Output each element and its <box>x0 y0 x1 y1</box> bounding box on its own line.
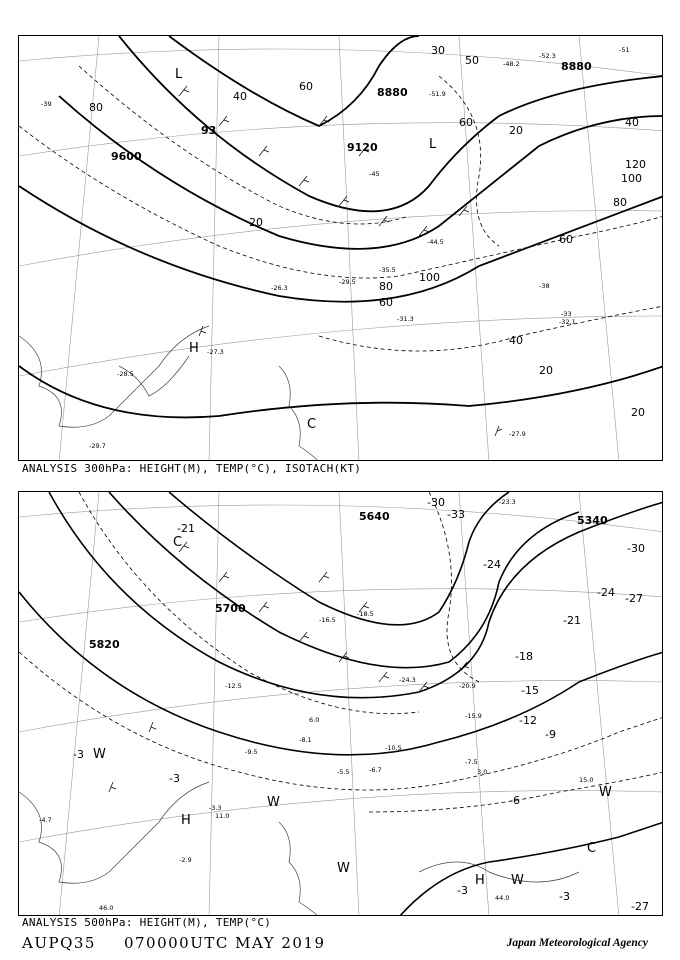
station-value: 44.0 <box>495 894 510 902</box>
temperature-contour-label: -12 <box>519 714 537 727</box>
isotach-label: 80 <box>613 196 627 209</box>
station-value: 6.0 <box>309 716 320 724</box>
isotach-label: 40 <box>509 334 523 347</box>
height-label: 93 <box>201 124 217 137</box>
product-code: AUPQ35 <box>22 934 96 952</box>
height-labels-300 <box>111 60 592 163</box>
temperature-contour-label: -3 <box>169 772 180 785</box>
temperature-contour-label: -3 <box>559 890 570 903</box>
isotach-label: 100 <box>621 172 642 185</box>
height-labels-500 <box>89 510 608 651</box>
isotach-label: 60 <box>379 296 393 309</box>
height-label: 9600 <box>111 150 142 163</box>
temperature-contour-label: -30 <box>627 542 645 555</box>
isotach-label: 100 <box>419 271 440 284</box>
temperature-label: -28.5 <box>117 370 134 378</box>
isotach-label: 50 <box>465 54 479 67</box>
isotach-label: 20 <box>509 124 523 137</box>
temperature-label: -44.5 <box>427 238 444 246</box>
station-value: -20.9 <box>459 682 476 690</box>
height-label: 5340 <box>577 514 608 527</box>
temperature-label: -39 <box>41 100 52 108</box>
temperature-label: -51 <box>619 46 630 54</box>
height-label: 9120 <box>347 141 378 154</box>
warm-symbol: W <box>511 873 524 888</box>
isotach-contours-300 <box>19 66 663 351</box>
temperature-contour-label: -27 <box>631 900 649 913</box>
isotach-label: 20 <box>539 364 553 377</box>
station-value: -15.9 <box>465 712 482 720</box>
temperature-label: -27.9 <box>509 430 526 438</box>
temperature-contour-labels-500 <box>73 496 649 913</box>
warm-symbol: W <box>599 785 612 800</box>
caption-300hpa: ANALYSIS 300hPa: HEIGHT(M), TEMP(°C), ISOTACH(KT) <box>22 462 362 475</box>
station-value: 11.0 <box>215 812 230 820</box>
station-value: -10.5 <box>385 744 402 752</box>
height-label: 5700 <box>215 602 246 615</box>
temperature-contour-label: -27 <box>625 592 643 605</box>
isotach-label: 40 <box>625 116 639 129</box>
temperature-label: -29.5 <box>339 278 356 286</box>
temperature-contour-label: -3 <box>73 748 84 761</box>
station-value: -24.3 <box>399 676 416 684</box>
isotach-label: 60 <box>559 233 573 246</box>
temperature-contour-label: -30 <box>427 496 445 509</box>
temperature-contour-label: -9 <box>545 728 556 741</box>
isotach-label: 20 <box>249 216 263 229</box>
isotach-label: 60 <box>459 116 473 129</box>
station-value: -6.7 <box>369 766 382 774</box>
pressure-symbols-500 <box>93 535 612 888</box>
low-symbol: L <box>429 137 437 152</box>
isotach-labels-300 <box>89 44 646 419</box>
temperature-contour-label: -33 <box>447 508 465 521</box>
temperature-label: -33 <box>561 310 572 318</box>
height-label: 5820 <box>89 638 120 651</box>
caption-500hpa: ANALYSIS 500hPa: HEIGHT(M), TEMP(°C) <box>22 916 272 929</box>
station-value: 15.0 <box>579 776 594 784</box>
height-label: 8880 <box>377 86 408 99</box>
temperature-label: -26.3 <box>271 284 288 292</box>
isotach-label: 60 <box>299 80 313 93</box>
agency-name: Japan Meteorological Agency <box>506 937 648 949</box>
temperature-label: -48.2 <box>503 60 520 68</box>
high-symbol: H <box>189 341 199 356</box>
temperature-label: -32.1 <box>559 318 576 326</box>
temperature-label: -38 <box>539 282 550 290</box>
station-value: -12.5 <box>225 682 242 690</box>
temperature-label: -51.9 <box>429 90 446 98</box>
high-symbol: H <box>181 813 191 828</box>
isotach-label: 80 <box>379 280 393 293</box>
cold-symbol: C <box>307 417 317 432</box>
station-value: -23.3 <box>499 498 516 506</box>
high-symbol: H <box>475 873 485 888</box>
station-value: 3.0 <box>477 768 488 776</box>
isotach-label: 120 <box>625 158 646 171</box>
station-value: -9.5 <box>245 748 258 756</box>
wind-barbs-300 <box>179 86 502 436</box>
station-value: -4.7 <box>39 816 52 824</box>
station-value: -3.3 <box>209 804 222 812</box>
height-label: 8880 <box>561 60 592 73</box>
temperature-contour-label: -3 <box>457 884 468 897</box>
temperature-contour-label: -21 <box>563 614 581 627</box>
cold-symbol: C <box>587 841 597 856</box>
station-value: -5.5 <box>337 768 350 776</box>
product-header <box>22 934 354 952</box>
temperature-label: -45 <box>369 170 380 178</box>
isotach-label: 80 <box>89 101 103 114</box>
station-value: -16.5 <box>319 616 336 624</box>
warm-symbol: W <box>93 747 106 762</box>
pressure-symbols-300 <box>175 67 437 432</box>
temperature-label: -52.3 <box>539 52 556 60</box>
temperature-label: -29.7 <box>89 442 106 450</box>
temperature-label: -27.3 <box>207 348 224 356</box>
temperature-label: -35.5 <box>379 266 396 274</box>
chart-500hpa <box>18 491 663 916</box>
isotach-label: 40 <box>233 90 247 103</box>
map-500hpa <box>19 492 663 916</box>
warm-symbol: W <box>267 795 280 810</box>
station-value: -7.5 <box>465 758 478 766</box>
cold-symbol: C <box>173 535 183 550</box>
valid-time: 070000UTC MAY 2019 <box>123 934 326 952</box>
map-300hpa <box>19 36 663 461</box>
temperature-contour-label: -15 <box>521 684 539 697</box>
temperature-contour-label: -21 <box>177 522 195 535</box>
temperature-contour-label: -24 <box>597 586 615 599</box>
grid-lines-500 <box>19 492 663 916</box>
station-value: 46.0 <box>99 904 114 912</box>
low-symbol: L <box>175 67 183 82</box>
warm-symbol: W <box>337 861 350 876</box>
temperature-contour-label: -6 <box>509 794 520 807</box>
station-value: -2.9 <box>179 856 192 864</box>
station-value: -8.1 <box>299 736 312 744</box>
isotach-label: 20 <box>631 406 645 419</box>
temperature-contour-label: -24 <box>483 558 501 571</box>
height-label: 5640 <box>359 510 390 523</box>
isotach-label: 30 <box>431 44 445 57</box>
height-contours-300 <box>19 36 663 417</box>
chart-300hpa <box>18 35 663 461</box>
height-contours-500 <box>19 492 663 916</box>
temperature-contour-label: -18 <box>515 650 533 663</box>
temperature-label: -31.3 <box>397 315 414 323</box>
station-value: -18.5 <box>357 610 374 618</box>
